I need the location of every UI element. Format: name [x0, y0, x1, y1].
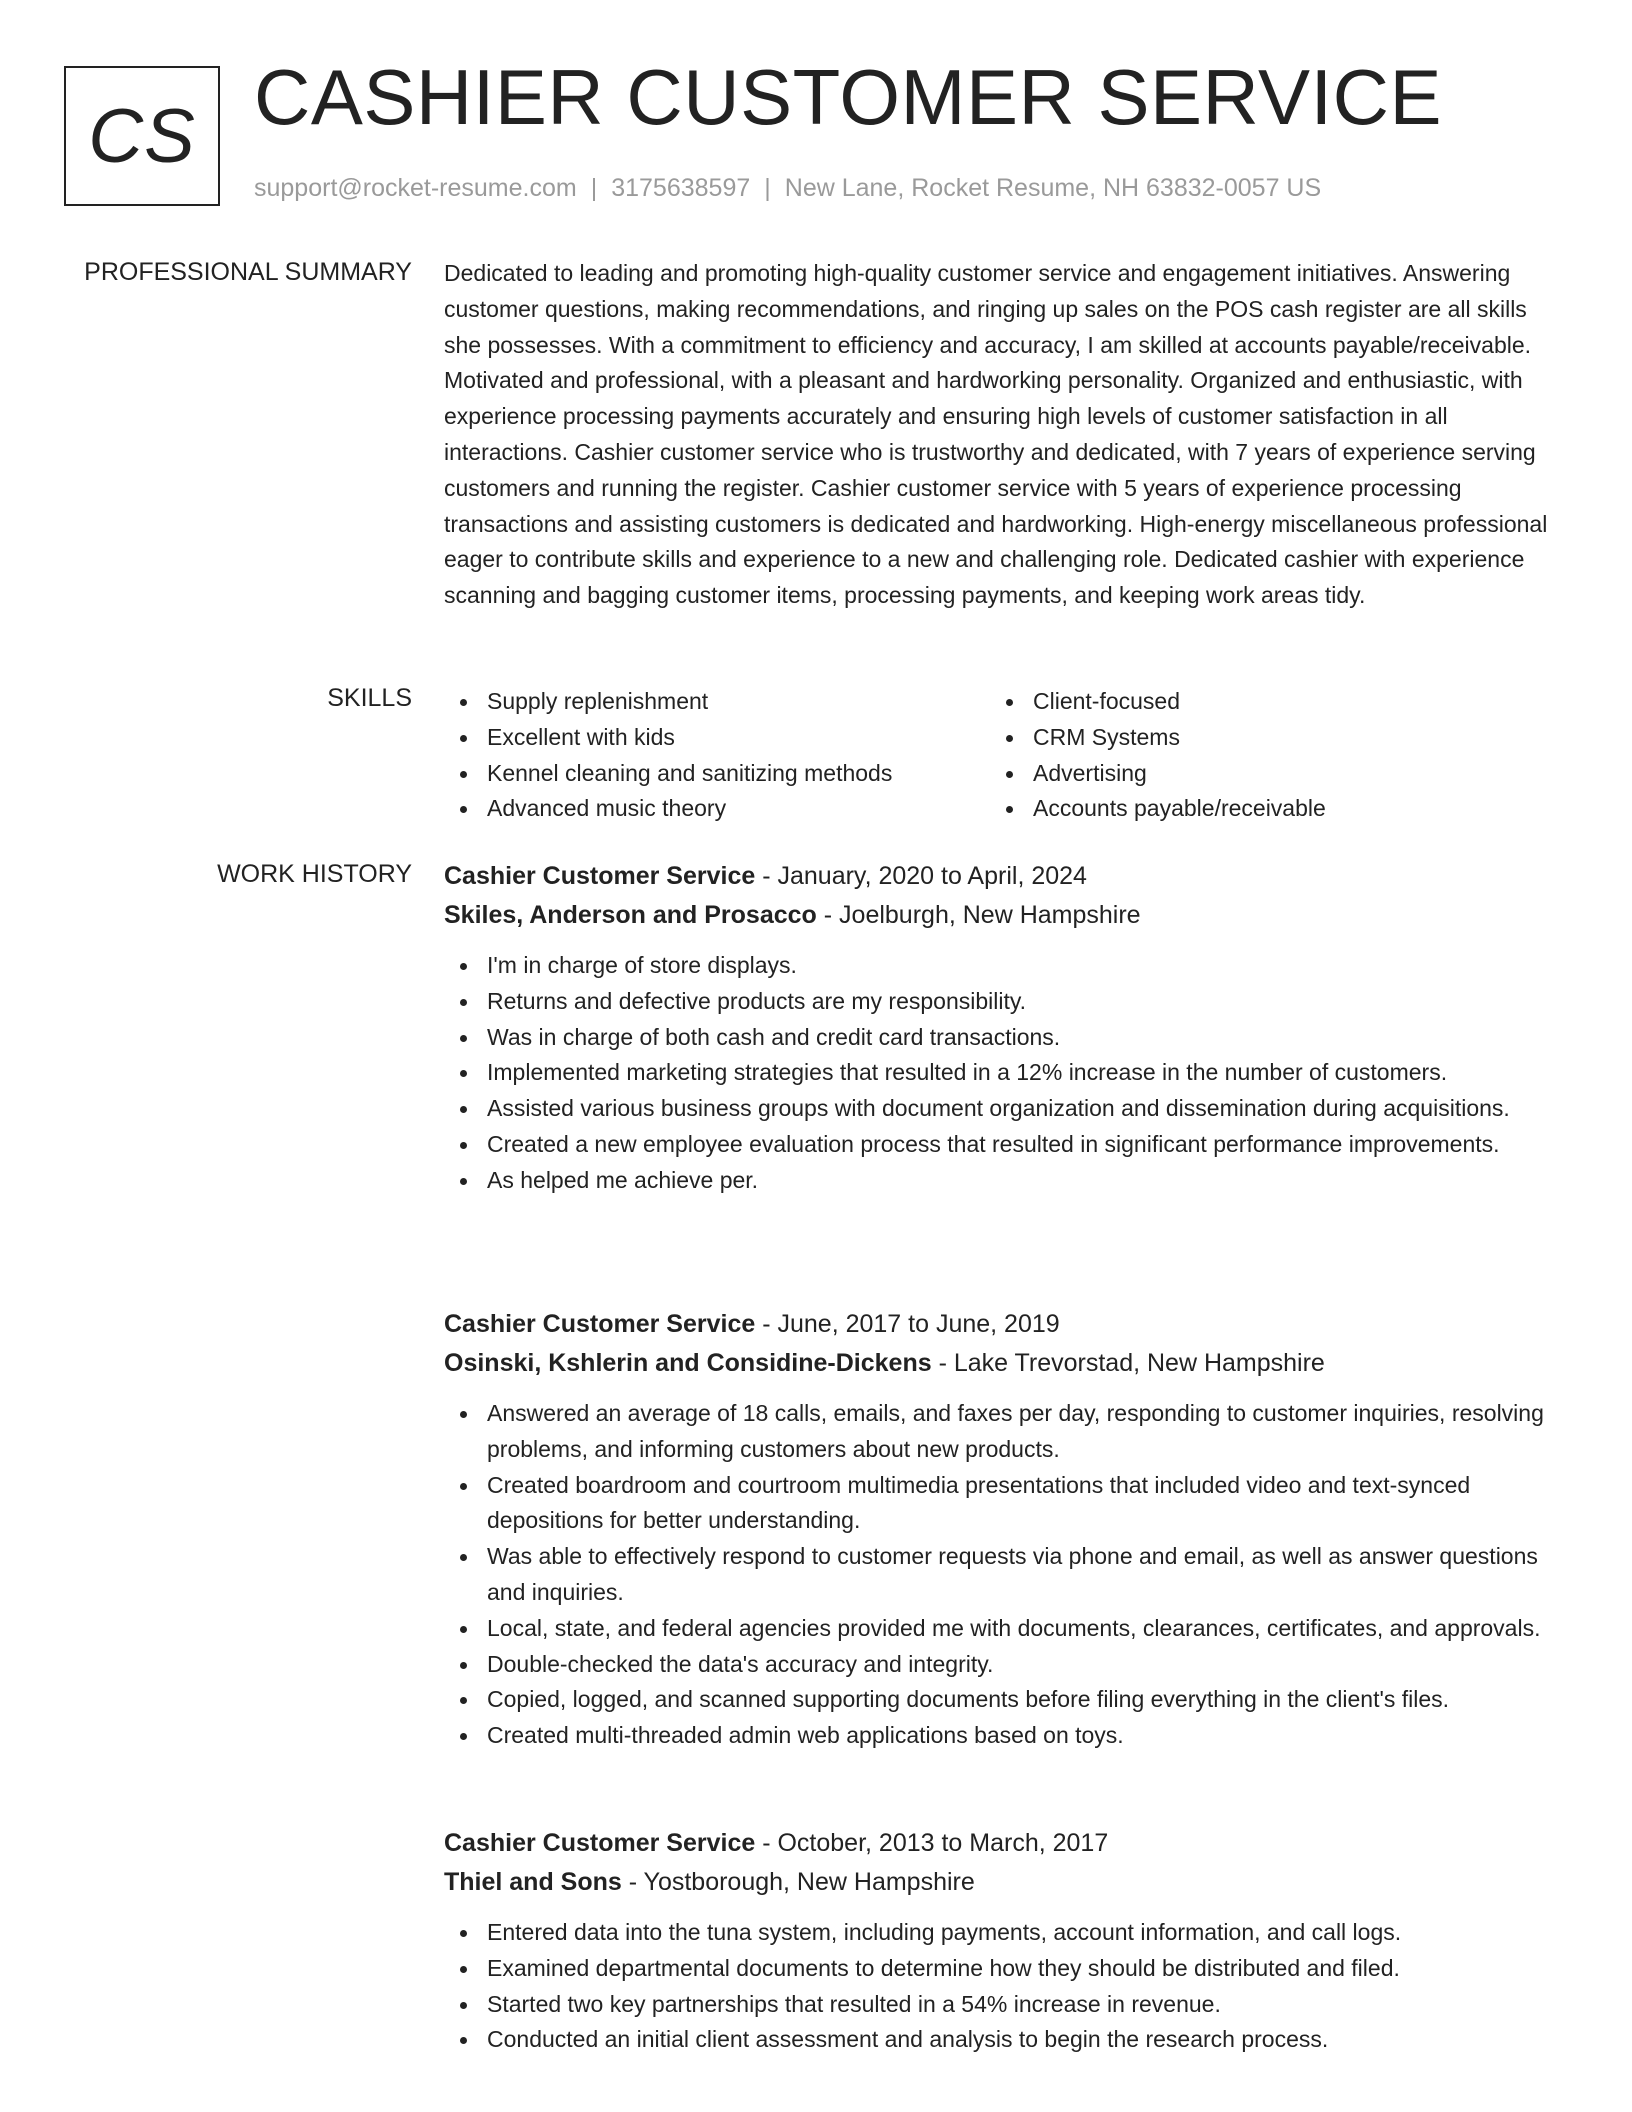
job-company: Thiel and Sons	[444, 1868, 622, 1896]
job-role: Cashier Customer Service	[444, 1310, 756, 1338]
job-title-line	[444, 1305, 1556, 1344]
monogram-badge: CS	[64, 66, 220, 206]
address-text: New Lane, Rocket Resume, NH 63832-0057 US	[784, 174, 1322, 202]
work-history-heading: WORK HISTORY	[217, 860, 412, 888]
skills-list	[444, 684, 1556, 827]
job-bullet: Answered an average of 18 calls, emails, and faxes per day, responding to customer inquiries, resolving problems, and informing customers about new products.	[444, 1396, 1556, 1468]
job-bullet-list	[444, 1396, 1556, 1754]
job-bullet: Created a new employee evaluation process that resulted in significant performance improvements.	[444, 1127, 1556, 1163]
job-body	[444, 1305, 1556, 1754]
job-location: - Yostborough, New Hampshire	[621, 1868, 975, 1896]
job-company-line	[444, 1863, 1556, 1902]
job-bullet: Returns and defective products are my responsibility.	[444, 984, 1556, 1020]
job-role: Cashier Customer Service	[444, 1829, 756, 1857]
summary-text: Dedicated to leading and promoting high-quality customer service and engagement initiatives. Answering customer questions, making recommendations, and ringing up sales on the POS cash register are all skills she possesses. With a commitment to efficiency and accuracy, I am skilled at accounts payable/receivable. Motivated and professional, with a pleasant and hardworking personality. Organized and enthusiastic, with experience processing payments accurately and ensuring high levels of customer satisfaction in all interactions. Cashier customer service who is trustworthy and dedicated, with 7 years of experience serving customers and running the register. Cashier customer service with 5 years of experience processing transactions and assisting customers is dedicated and hardworking. High-energy miscellaneous professional eager to contribute skills and experience to a new and challenging role. Dedicated cashier with experience scanning and bagging customer items, processing payments, and keeping work areas tidy.	[444, 260, 1548, 609]
skill-item: Accounts payable/receivable	[990, 791, 1536, 827]
contact-line	[254, 174, 1321, 203]
contact-separator: |	[590, 174, 598, 202]
job-body	[444, 857, 1556, 1199]
job-dates: - January, 2020 to April, 2024	[755, 862, 1087, 890]
job-title-line	[444, 1824, 1556, 1863]
job-company: Skiles, Anderson and Prosacco	[444, 901, 817, 929]
job-bullet: Entered data into the tuna system, including payments, account information, and call logs.	[444, 1915, 1556, 1951]
summary-body	[444, 256, 1556, 614]
job-bullet: Implemented marketing strategies that resulted in a 12% increase in the number of customers.	[444, 1055, 1556, 1091]
job-role: Cashier Customer Service	[444, 862, 756, 890]
skill-item: Advertising	[990, 756, 1536, 792]
job-bullet: Double-checked the data's accuracy and integrity.	[444, 1647, 1556, 1683]
job-body	[444, 1824, 1556, 2058]
job-bullet: Created boardroom and courtroom multimedia presentations that included video and text-synced depositions for better understanding.	[444, 1468, 1556, 1540]
job-bullet-list	[444, 948, 1556, 1199]
job-bullet: Conducted an initial client assessment and analysis to begin the research process.	[444, 2022, 1556, 2058]
job-bullet: Assisted various business groups with document organization and dissemination during acquisitions.	[444, 1091, 1556, 1127]
email-text: support@rocket-resume.com	[254, 174, 577, 202]
job-bullet: I'm in charge of store displays.	[444, 948, 1556, 984]
skills-heading: SKILLS	[327, 684, 412, 712]
job-bullet: Examined departmental documents to determine how they should be distributed and filed.	[444, 1951, 1556, 1987]
job-bullet: Local, state, and federal agencies provided me with documents, clearances, certificates, and approvals.	[444, 1611, 1556, 1647]
skill-item: Advanced music theory	[444, 791, 990, 827]
skill-item: CRM Systems	[990, 720, 1536, 756]
contact-separator: |	[764, 174, 771, 202]
job-bullet: Was able to effectively respond to customer requests via phone and email, as well as answer questions and inquiries.	[444, 1539, 1556, 1611]
job-bullet: Was in charge of both cash and credit card transactions.	[444, 1020, 1556, 1056]
skill-item: Excellent with kids	[444, 720, 990, 756]
job-dates: - October, 2013 to March, 2017	[755, 1829, 1109, 1857]
job-company-line	[444, 896, 1556, 935]
skill-item: Kennel cleaning and sanitizing methods	[444, 756, 990, 792]
skill-item: Client-focused	[990, 684, 1536, 720]
job-dates: - June, 2017 to June, 2019	[755, 1310, 1060, 1338]
job-bullet-list	[444, 1915, 1556, 2058]
job-company: Osinski, Kshlerin and Considine-Dickens	[444, 1349, 932, 1377]
summary-heading: PROFESSIONAL SUMMARY	[84, 258, 412, 286]
job-location: - Lake Trevorstad, New Hampshire	[931, 1349, 1325, 1377]
job-company-line	[444, 1344, 1556, 1383]
job-title-line	[444, 857, 1556, 896]
job-bullet: Created multi-threaded admin web applications based on toys.	[444, 1718, 1556, 1754]
phone-text: 3175638597	[611, 174, 751, 202]
job-location: - Joelburgh, New Hampshire	[816, 901, 1141, 929]
job-bullet: Copied, logged, and scanned supporting documents before filing everything in the client's files.	[444, 1682, 1556, 1718]
job-bullet: As helped me achieve per.	[444, 1163, 1556, 1199]
skill-item: Supply replenishment	[444, 684, 990, 720]
job-bullet: Started two key partnerships that resulted in a 54% increase in revenue.	[444, 1987, 1556, 2023]
skills-body	[444, 684, 1556, 827]
resume-name-heading: CASHIER CUSTOMER SERVICE	[254, 53, 1443, 141]
